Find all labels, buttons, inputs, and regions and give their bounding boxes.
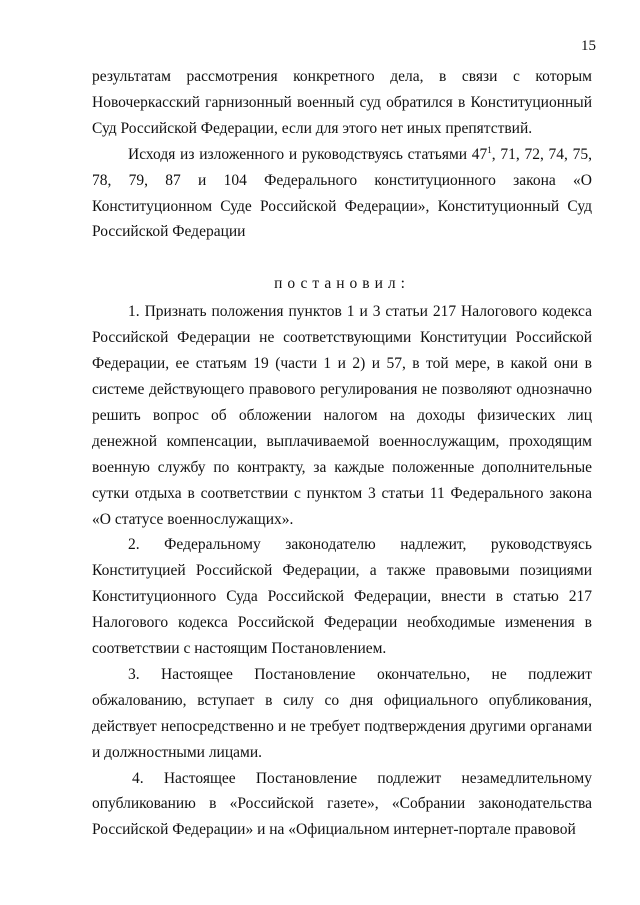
decree-item-3: 3. Настоящее Постановление окончательно, не подлежит обжалованию, вступает в силу со дня официального опубликования, действует непосредственно и не требует подтверждения другими органами и должностными лицами. [92, 665, 592, 761]
preamble-text-end: , 71, 72, 74, 75, 78, 79, 87 и 104 Федерального конституционного закона «О Конституционном Суде Российской Федерации», Конституционный Суд Российской Федерации [92, 145, 593, 241]
page-number: 15 [581, 38, 596, 54]
preamble-text-start: Исходя из изложенного и руководствуясь статьями 47 [128, 145, 488, 163]
paragraph-preamble [92, 142, 592, 246]
decree-item-2: 2. Федеральному законодателю надлежит, руководствуясь Конституцией Российской Федерации, а также правовыми позициями Конституционного Суда Российской Федерации, внести в статью 217 Налогового кодекса Российской Федерации необходимые изменения в соответствии с настоящим Постановлением. [92, 536, 592, 658]
decree-heading: постановил: [274, 275, 410, 293]
decree-item-1: 1. Признать положения пунктов 1 и 3 статьи 217 Налогового кодекса Российской Федерации не соответствующими Конституции Российской Федерации, ее статьям 19 (части 1 и 2) и 57, в той мере, в какой они в системе действующего правового регулирования не позволяют однозначно решить вопрос об обложении налогом на доходы физических лиц денежной компенсации, выплачиваемой военнослужащим, проходящим военную службу по контракту, за каждые положенные дополнительные сутки отдыха в соответствии с пунктом 3 статьи 11 Федерального закона «О статусе военнослужащих». [92, 303, 592, 528]
paragraph-continuation: результатам рассмотрения конкретного дела, в связи с которым Новочеркасский гарнизонный военный суд обратился в Конституционный Суд Российской Федерации, если для этого нет иных препятствий. [92, 68, 592, 137]
article-superscript: 1 [487, 144, 492, 155]
document-body [92, 64, 592, 843]
decree-item-4: 4. Настоящее Постановление подлежит незамедлительному опубликованию в «Российской газете», «Собрании законодательства Российской Федерации» и на «Официальном интернет-портале правовой [92, 769, 592, 839]
